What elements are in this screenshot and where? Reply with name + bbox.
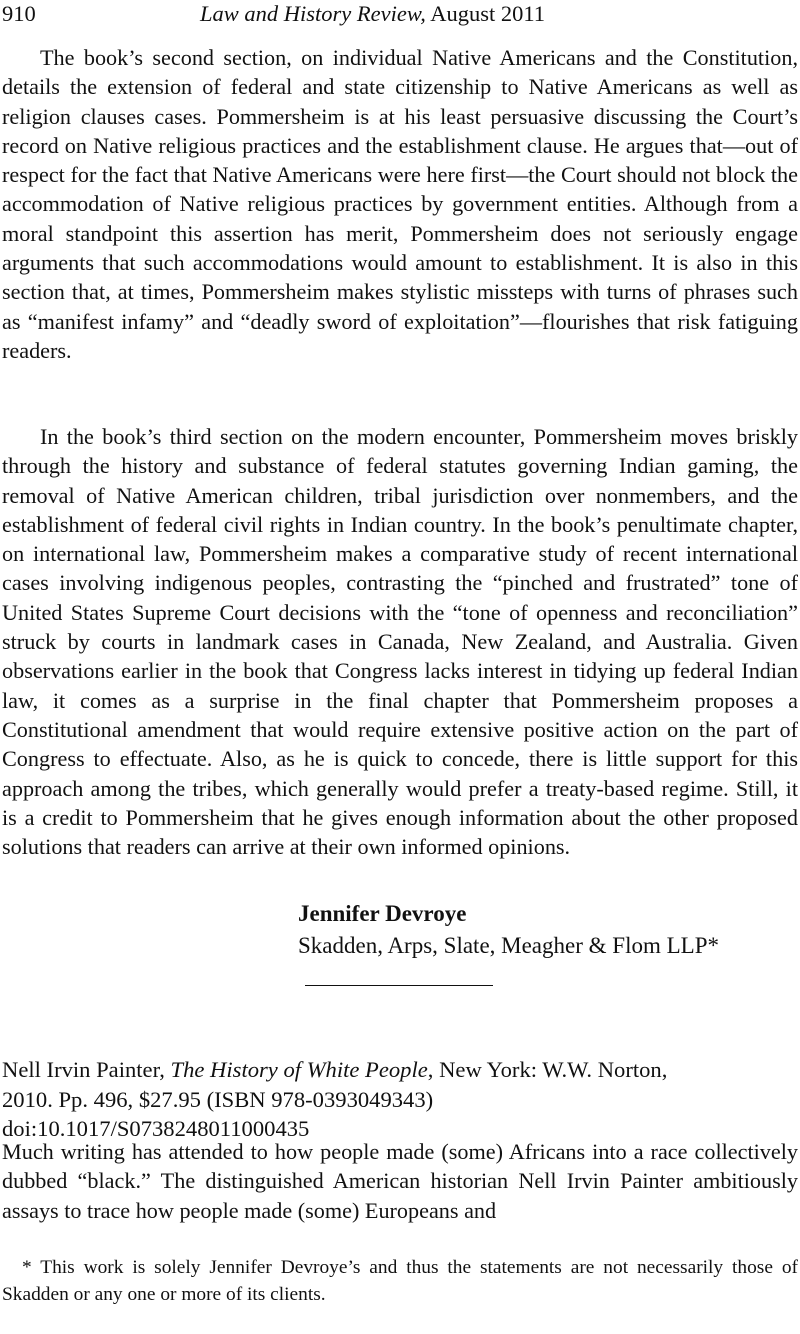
running-head	[2, 0, 798, 28]
citation-doi[interactable]: doi:10.1017/S0738248011000435	[2, 1116, 310, 1141]
reviewer-name: Jennifer Devroye	[298, 901, 467, 926]
book-citation	[2, 1055, 798, 1144]
page-number: 910	[2, 1, 36, 26]
footnote: * This work is solely Jennifer Devroye’s and thus the statements are not necessarily those of Skadden or any one or more of its clients.	[2, 1257, 798, 1305]
citation-title: The History of White People	[170, 1057, 428, 1082]
journal-title	[200, 0, 545, 28]
citation-publisher: , New York: W.W. Norton,	[427, 1057, 668, 1082]
section-divider	[305, 985, 493, 986]
citation-author: Nell Irvin Painter,	[2, 1057, 171, 1082]
journal-name: Law and History Review,	[200, 1, 426, 26]
review-opening-paragraph: Much writing has attended to how people made (some) Africans into a race collectively dubbed “black.” The distinguished American historian Nell Irvin Painter ambitiously assays to trace how people made (some) Europeans and	[2, 1139, 798, 1223]
body-paragraph-1: The book’s second section, on individual Native Americans and the Constitution, details the extension of federal and state citizenship to Native Americans as well as religion clauses cases. Pommersheim is at his least persuasive discussing the Court’s record on Native religious practices and the establishment clause. He argues that—out of respect for the fact that Native Americans were here first—the Court should not block the accommodation of Native religious practices by government entities. Although from a moral standpoint this assertion has merit, Pommersheim does not seriously engage arguments that such accommodations would amount to establishment. It is also in this section that, at times, Pommersheim makes stylistic missteps with turns of phrases such as “manifest infamy” and “deadly sword of exploitation”—flourishes that risk fatiguing readers.	[2, 45, 798, 363]
journal-issue: August 2011	[425, 1, 546, 26]
reviewer-affiliation: Skadden, Arps, Slate, Meagher & Flom LLP*	[298, 933, 719, 958]
citation-details: 2010. Pp. 496, $27.95 (ISBN 978-0393049343)	[2, 1086, 434, 1112]
citation-line-1	[2, 1055, 798, 1085]
reviewer-signature	[298, 898, 719, 962]
body-paragraph-2: In the book’s third section on the modern encounter, Pommersheim moves briskly through the history and substance of federal statutes governing Indian gaming, the removal of Native American children, tribal jurisdiction over nonmembers, and the establishment of federal civil rights in Indian country. In the book’s penultimate chapter, on international law, Pommersheim makes a comparative study of recent international cases involving indigenous peoples, contrasting the “pinched and frustrated” tone of United States Supreme Court decisions with the “tone of openness and reconciliation” struck by courts in landmark cases in Canada, New Zealand, and Australia. Given observations earlier in the book that Congress lacks interest in tidying up federal Indian law, it comes as a surprise in the final chapter that Pommersheim proposes a Constitutional amendment that would require extensive positive action on the part of Congress to effectuate. Also, as he is quick to concede, there is little support for this approach among the tribes, which generally would prefer a treaty-based regime. Still, it is a credit to Pommersheim that he gives enough information about the other proposed solutions that readers can arrive at their own informed opinions.	[2, 424, 798, 860]
